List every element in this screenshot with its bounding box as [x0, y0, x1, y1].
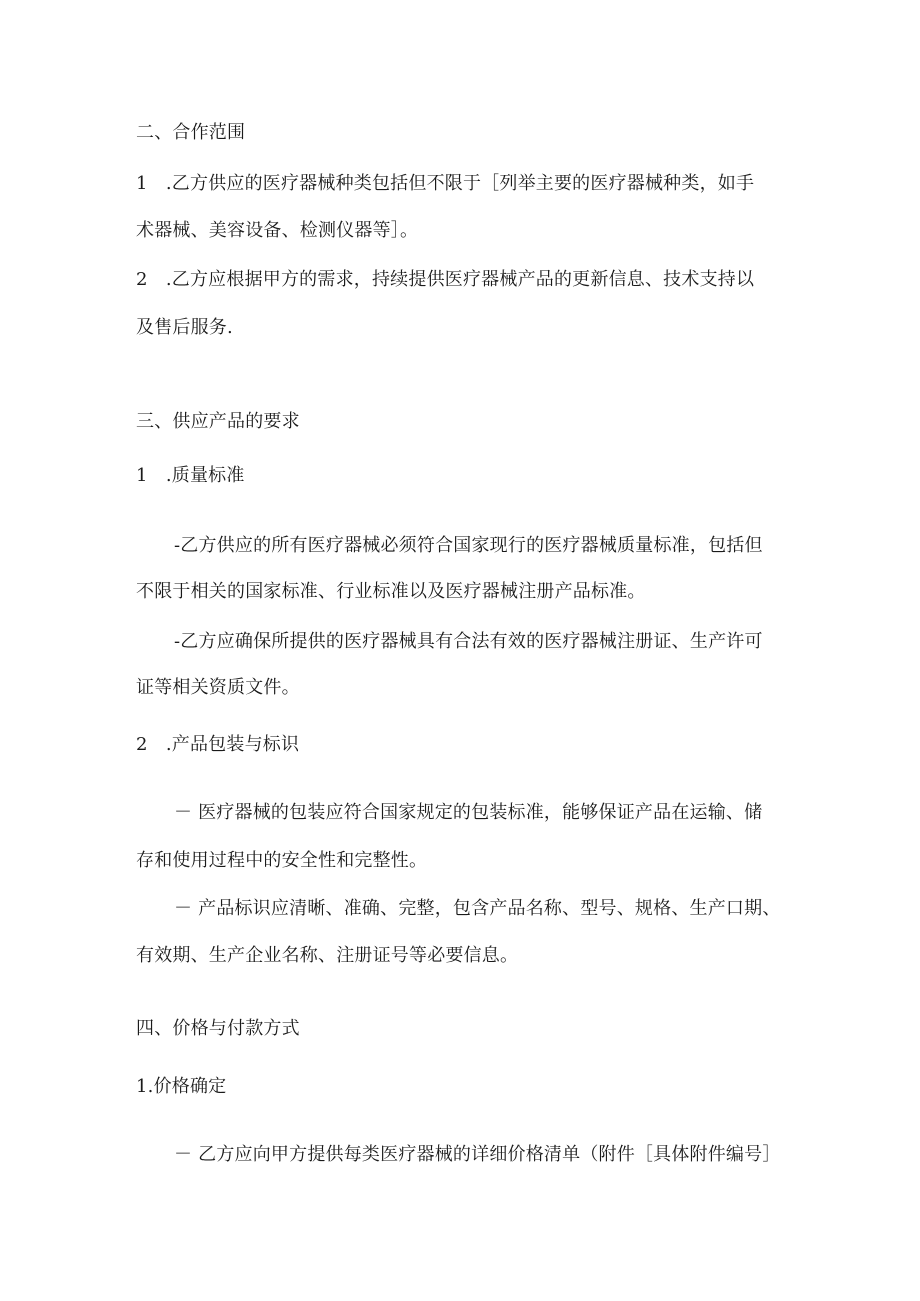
paragraph-text: 及售后服务.: [136, 317, 233, 338]
paragraph-text: 术器械、美容设备、检测仪器等］。: [136, 220, 419, 241]
paragraph-text: 1 .乙方供应的医疗器械种类包括但不限于［列举主要的医疗器械种类，如手: [136, 173, 755, 194]
subsection-title-price-determination: 1.价格确定: [136, 1076, 227, 1097]
subsection-title-quality-standard: 1 .质量标准: [136, 465, 245, 486]
bullet-text: 不限于相关的国家标准、行业标准以及医疗器械注册产品标准。: [136, 581, 646, 602]
bullet-text: － 乙方应向甲方提供每类医疗器械的详细价格清单（附件［具体附件编号］: [174, 1144, 781, 1165]
section-heading-product-requirements: 三、供应产品的要求: [136, 411, 300, 432]
bullet-text: － 产品标识应清晰、准确、完整，包含产品名称、型号、规格、生产口期、: [174, 898, 781, 919]
section-heading-price-payment: 四、价格与付款方式: [136, 1018, 300, 1039]
bullet-text: 证等相关资质文件。: [136, 677, 300, 698]
section-heading-cooperation-scope: 二、合作范围: [136, 122, 246, 143]
bullet-text: － 医疗器械的包装应符合国家规定的包装标准，能够保证产品在运输、储: [174, 802, 763, 823]
bullet-text: -乙方供应的所有医疗器械必须符合国家现行的医疗器械质量标准，包括但: [174, 535, 763, 556]
bullet-text: 有效期、生产企业名称、注册证号等必要信息。: [136, 945, 519, 966]
bullet-text: -乙方应确保所提供的医疗器械具有合法有效的医疗器械注册证、生产许可: [174, 631, 763, 652]
bullet-text: 存和使用过程中的安全性和完整性。: [136, 850, 428, 871]
subsection-title-packaging-labeling: 2 .产品包装与标识: [136, 734, 300, 755]
paragraph-text: 2 .乙方应根据甲方的需求，持续提供医疗器械产品的更新信息、技术支持以: [136, 269, 755, 290]
